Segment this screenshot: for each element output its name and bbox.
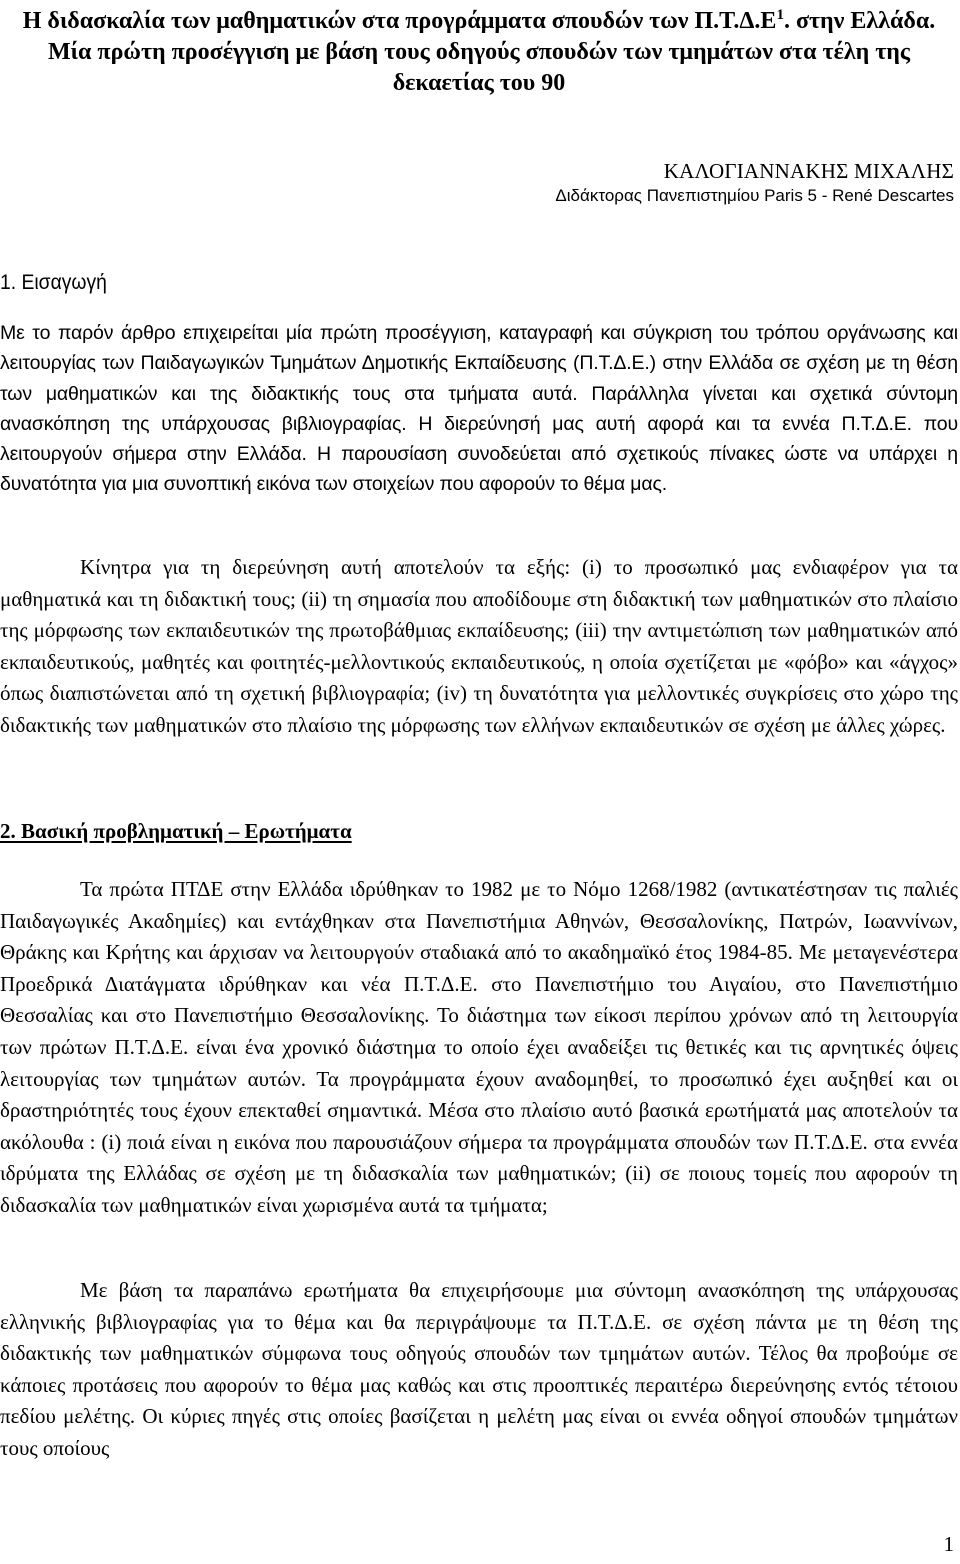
intro-paragraph-2-text: Κίνητρα για τη διερεύνηση αυτή αποτελούν τα εξής: (i) το προσωπικό μας ενδιαφέρον για τα μαθηματικά και τη διδακτική τους; (ii) τη σημασία που αποδίδουμε στη διδακτική των μαθηματικών στο πλαίσιο της μόρφωσης των εκπαιδευτικών της πρωτοβάθμιας εκπαίδευσης; (iii) την αντιμετώπιση των μαθηματικών από εκπαιδευτικούς, μαθητές και φοιτητές-μελλοντικούς εκπαιδευτικούς, η οποία σχετίζεται με «φόβο» και «άγχος» όπως διαπιστώνεται από τη σχετική βιβλιογραφία; (iv) τη δυνατότητα για μελλοντικές συγκρίσεις στο χώρο της διδακτικής των μαθηματικών στο πλαίσιο της μόρφωσης των ελλήνων εκπαιδευτικών σε σχέση με άλλες χώρες.	[0, 555, 958, 737]
intro-paragraph-1-text: Με το παρόν άρθρο επιχειρείται μία πρώτη προσέγγιση, καταγραφή και σύγκριση του τρόπου οργάνωσης και λειτουργίας των Παιδαγωγικών Τμημάτων Δημοτικής Εκπαίδευσης (Π.Τ.Δ.Ε.) στην Ελλάδα σε σχέση με τη θέση των μαθηματικών και της διδακτικής τους στα τμήματα αυτά. Παράλληλα γίνεται και σχετικά σύντομη ανασκόπηση της υπάρχουσας βιβλιογραφίας. Η διερεύνησή μας αυτή αφορά και τα εννέα Π.Τ.Δ.Ε. που λειτουργούν σήμερα στην Ελλάδα. Η παρουσίαση συνοδεύεται από σχετικούς πίνακες ώστε να υπάρχει η δυνατότητα για μια συνοπτική εικόνα των στοιχείων που αφορούν το θέμα μας.	[0, 322, 958, 496]
author-block	[555, 158, 954, 208]
problem-paragraph-1	[0, 874, 958, 1222]
intro-paragraph-1	[0, 318, 958, 500]
title-main: Η διδασκαλία των μαθηματικών στα προγράμματα σπουδών των Π.Τ.Δ.Ε	[22, 8, 777, 34]
document-title	[0, 6, 958, 99]
problem-paragraph-2	[0, 1275, 958, 1465]
title-rest: . στην Ελλάδα. Μία πρώτη προσέγγιση με βάση τους οδηγούς σπουδών των τμημάτων στα τέλη της δεκαετίας του 90	[47, 8, 936, 96]
problem-paragraph-1-text: Τα πρώτα ΠΤΔΕ στην Ελλάδα ιδρύθηκαν το 1982 με το Νόμο 1268/1982 (αντικατέστησαν τις παλιές Παιδαγωγικές Ακαδημίες) και εντάχθηκαν στα Πανεπιστήμια Αθηνών, Θεσσαλονίκης, Πατρών, Ιωαννίνων, Θράκης και Κρήτης και άρχισαν να λειτουργούν σταδιακά από το ακαδημαϊκό έτος 1984-85. Με μεταγενέστερα Προεδρικά Διατάγματα ιδρύθηκαν και νέα Π.Τ.Δ.Ε. στο Πανεπιστήμιο του Αιγαίου, στο Πανεπιστήμιο Θεσσαλίας και στο Πανεπιστήμιο Θεσσαλονίκης. Το διάστημα των είκοσι περίπου χρόνων από τη λειτουργία των πρώτων Π.Τ.Δ.Ε. είναι ένα χρονικό διάστημα το οποίο έχει αναδείξει τις θετικές και τις αρνητικές όψεις λειτουργίας των τμημάτων αυτών. Τα προγράμματα έχουν αναδομηθεί, το προσωπικό έχει αυξηθεί και οι δραστηριότητές τους έχουν επεκταθεί σημαντικά. Μέσα στο πλαίσιο αυτό βασικά ερωτήματά μας αποτελούν τα ακόλουθα : (i) ποιά είναι η εικόνα που παρουσιάζουν σήμερα τα προγράμματα σπουδών των Π.Τ.Δ.Ε. στα εννέα ιδρύματα της Ελλάδας σε σχέση με τη διδασκαλία των μαθηματικών; (ii) σε ποιους τομείς που αφορούν τη διδασκαλία των μαθηματικών είναι χωρισμένα αυτά τα τμήματα;	[0, 877, 958, 1217]
intro-paragraph-2	[0, 552, 958, 742]
author-name: ΚΑΛΟΓΙΑΝΝΑΚΗΣ ΜΙΧΑΛΗΣ	[663, 159, 954, 183]
section-heading-problem: 2. Βασική προβληματική – Ερωτήματα	[0, 819, 352, 843]
page-number: 1	[943, 1532, 954, 1556]
author-affiliation: Διδάκτορας Πανεπιστημίου Paris 5 - René Descartes	[555, 186, 954, 205]
problem-paragraph-2-text: Με βάση τα παραπάνω ερωτήματα θα επιχειρήσουμε μια σύντομη ανασκόπηση της υπάρχουσας ελληνικής βιβλιογραφίας για το θέμα και θα περιγράψουμε τα Π.Τ.Δ.Ε. σε σχέση πάντα με τη θέση της διδακτικής των μαθηματικών σύμφωνα τους οδηγούς σπουδών των τμημάτων αυτών. Τέλος θα προβούμε σε κάποιες προτάσεις που αφορούν το θέμα μας καθώς και στις προοπτικές περαιτέρω διερεύνησης εντός τέτοιου πεδίου μελέτης. Οι κύριες πηγές στις οποίες βασίζεται η μελέτη μας είναι οι εννέα οδηγοί σπουδών τμημάτων τους οποίους	[0, 1278, 958, 1460]
section-heading-introduction: 1. Εισαγωγή	[0, 271, 107, 294]
title-footnote-marker[interactable]: 1	[776, 7, 784, 23]
